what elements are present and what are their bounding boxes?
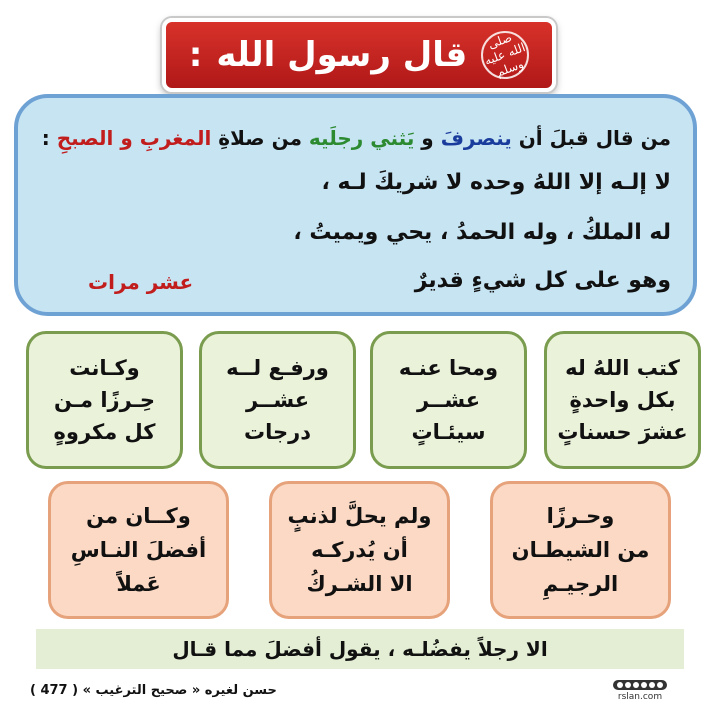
- banner-title: قال رسول الله: [216, 35, 468, 75]
- hadith-line-3: له الملكُ ، وله الحمدُ ، يحي ويميتُ ،: [293, 220, 671, 245]
- site-logo: rslan.com: [608, 680, 672, 706]
- reward-box-darajat: ورفـع لــه عشــر درجات: [199, 331, 356, 469]
- logo-dots-icon: [613, 680, 667, 690]
- reward-box-shaitan: وحـرزًا من الشيطـان الرجيـمِ: [490, 481, 671, 619]
- reward-box-dhanb: ولم يحلَّ لذنبٍ أن يُدركـه الا الشـركُ: [269, 481, 450, 619]
- banner-colon: :: [188, 35, 203, 75]
- reward-box-sayyiat: ومحا عنـه عشــر سيئـاتٍ: [370, 331, 527, 469]
- title-banner: [162, 18, 556, 92]
- repeat-count: عشر مرات: [88, 270, 194, 294]
- reward-box-hirz: وكـانت حِـرزًا مـن كل مكروهٍ: [26, 331, 183, 469]
- hadith-line-2: لا إلـه إلا اللهُ وحده لا شريكَ لـه ،: [321, 170, 671, 195]
- reward-box-afdal: وكــان من أفضلَ النـاسِ عَملاً: [48, 481, 229, 619]
- reward-box-hasanat: كتب اللهُ له بكل واحدةٍ عشرَ حسناتٍ: [544, 331, 701, 469]
- salawat-seal-icon: صلى الله عليه وسلم: [482, 30, 528, 80]
- hadith-line-1: من قال قبلَ أن ينصرفَ و يَثني رجلَيه من صلاةِ المغربِ و الصبحِ :: [41, 126, 671, 150]
- exception-bar: الا رجلاً يفضُلـه ، يقول أفضلَ مما قـال: [36, 629, 684, 669]
- source-citation: حسن لغيره « صحيح الترغيب » ( 477 ): [30, 683, 277, 698]
- hadith-line-4: وهو على كل شيءٍ قديرٌ: [414, 268, 671, 293]
- main-hadith-box: [14, 94, 697, 316]
